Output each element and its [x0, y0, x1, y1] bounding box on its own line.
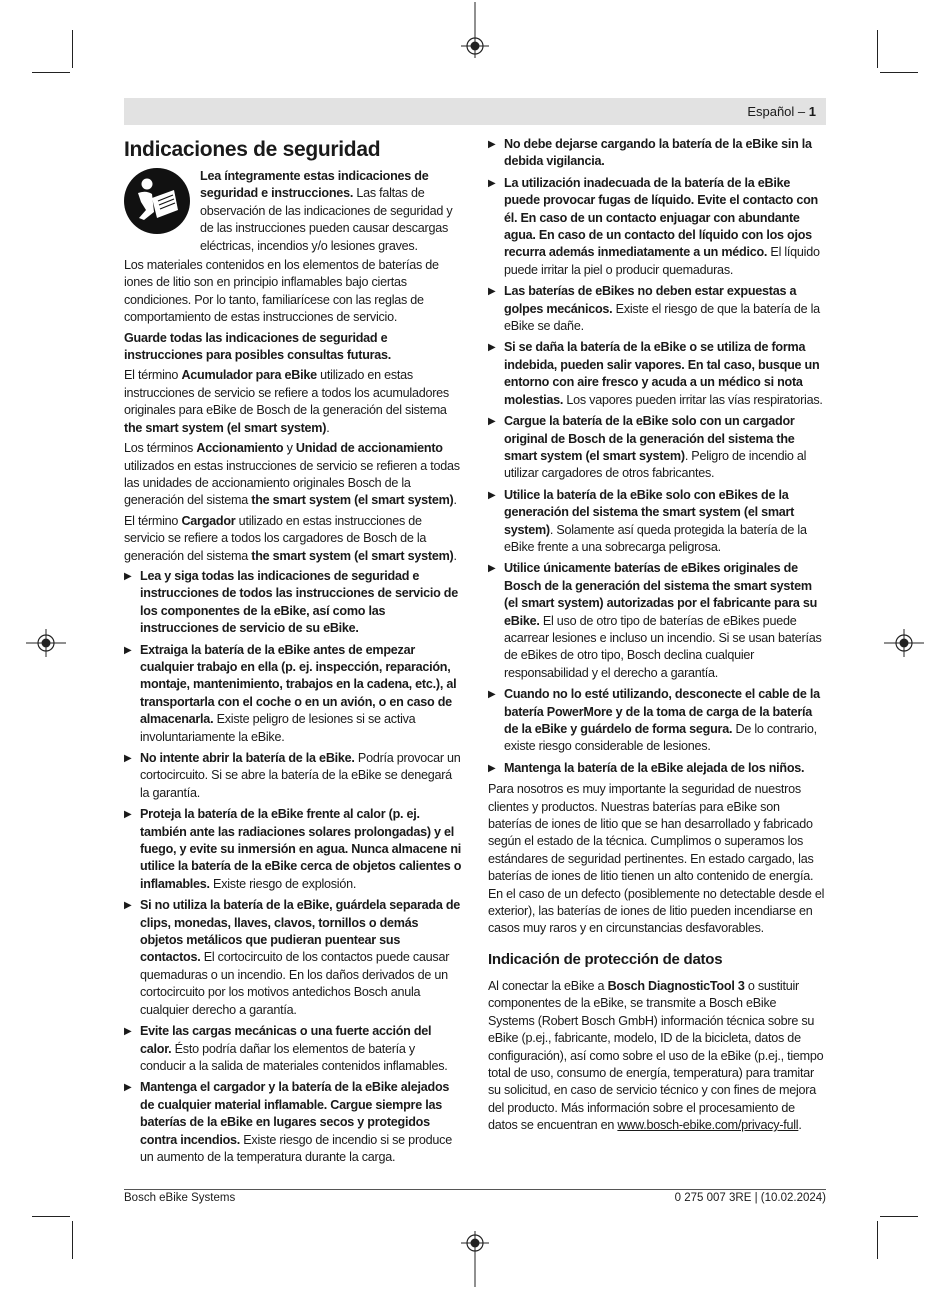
registration-mark-icon: [26, 626, 66, 660]
bold-text: Cargue la batería de la eBike solo con un cargador original de Bosch de la generación del sistema the smart system (el smart system): [504, 414, 795, 463]
bullet-arrow-icon: ▶: [488, 286, 496, 298]
bullet-item: [488, 487, 826, 557]
text-run: De lo contrario, existe riesgo considerable de lesiones.: [504, 722, 817, 754]
text-run: El líquido puede irritar la piel o producir quemaduras.: [504, 245, 820, 277]
bullet-item: [124, 568, 462, 638]
bold-text: the smart system (el smart system): [251, 493, 454, 508]
text-run: Los términos: [124, 441, 197, 456]
text-run: Podría provocar un cortocircuito. Si se abre la batería de la eBike se denegará la garantía.: [140, 751, 461, 800]
page-header-band: [124, 98, 826, 125]
text-run: utilizado en estas instrucciones de servicio se refiere a todos los acumuladores originales para eBike de Bosch de la generación del sistema: [124, 368, 449, 418]
bold-text: Extraiga la batería de la eBike antes de empezar cualquier trabajo en ella (p. ej. inspección, reparación, montaje, mantenimiento, trabajos en la cadena, etc.), al transportarla con el coche o en un avión, o en caso de almacenarla.: [140, 642, 457, 727]
bold-text: Evite las cargas mecánicas o una fuerte acción del calor.: [140, 1024, 432, 1056]
bullet-arrow-icon: ▶: [488, 177, 496, 189]
text-run: El término: [124, 513, 182, 528]
bullet-arrow-icon: ▶: [124, 753, 132, 764]
link-end: .: [798, 1118, 802, 1133]
footer-brand: Bosch eBike Systems: [124, 1192, 236, 1204]
text-run: Existe riesgo de incendio si se produce un aumento de la temperatura durante la carga.: [140, 1132, 452, 1164]
text-run: Existe riesgo de explosión.: [209, 876, 357, 891]
bullet-item: [124, 1023, 462, 1075]
intro-text: [200, 168, 462, 255]
text-run: Al conectar la eBike a: [488, 978, 608, 993]
page-number: 1: [808, 104, 816, 119]
data-protection-paragraph: [488, 978, 826, 1135]
text-run: . Solamente así queda protegida la batería de la eBike frente a una sobrecarga peligrosa.: [504, 522, 807, 554]
bold-text: No debe dejarse cargando la batería de la eBike sin la debida vigilancia.: [504, 137, 812, 169]
bold-text: La utilización inadecuada de la batería de la eBike puede provocar fugas de líquido. Evite el contacto con él. En caso de un contacto enjuagar con abundante agua. En caso de un contacto del líquido con los ojos recurra además inmediatamente a un médico.: [504, 175, 818, 260]
crop-mark: [72, 30, 73, 68]
intro-rest: Las faltas de observación de las indicaciones de seguridad y de las instrucciones pueden causar descargas eléctricas, incendios y/o lesiones graves.: [200, 186, 453, 253]
bullet-item: [488, 686, 826, 756]
bullet-list: [488, 136, 826, 777]
bold-text: Cuando no lo esté utilizando, desconecte el cable de la batería PowerMore y de la toma de carga de la batería de la eBike y guárdelo de forma segura.: [504, 687, 820, 736]
bullet-item: [124, 1079, 462, 1166]
text-run: Existe peligro de lesiones si se activa involuntariamente la eBike.: [140, 712, 416, 744]
bullet-item: [488, 760, 826, 777]
bullet-item: [488, 175, 826, 279]
bold-text: Utilice la batería de la eBike solo con eBikes de la generación del sistema the smart system (el smart system): [504, 487, 795, 537]
bullet-arrow-icon: ▶: [488, 489, 496, 501]
bold-text: Utilice únicamente baterías de eBikes originales de Bosch de la generación del sistema the smart system (el smart system) autorizadas por el fabricante para su eBike.: [504, 561, 818, 628]
page-header: [747, 104, 816, 119]
bullet-item: [124, 750, 462, 802]
bullet-item: [488, 136, 826, 171]
paragraph: Para nosotros es muy importante la seguridad de nuestros clientes y productos. Nuestras baterías para eBike son baterías de iones de litio que se han desarrollado y fabricado según el estado de la técnica. Cumplimos o superamos los estándares de seguridad pertinentes. En estado cargado, las baterías de iones de litio tienen un alto contenido de energía. En el caso de un defecto (posiblemente no detectable desde el exterior), las baterías de iones de litio pueden incendiarse en casos muy raros y en circunstancias desfavorables.: [488, 782, 825, 936]
bold-text: Unidad de accionamiento: [295, 441, 443, 456]
text-run: utilizado en estas instrucciones de servicio se refiere a todos los cargadores de Bosch de la generación del sistema: [124, 513, 427, 563]
text-run: utilizados en estas instrucciones de servicio se refieren a todas las unidades de accionamiento originales Bosch de la generación del sistema: [124, 458, 460, 508]
text-run: Existe el riesgo de que la batería de la eBike se dañe.: [504, 301, 820, 334]
header-separator: –: [794, 104, 809, 119]
bold-text: Lea y siga todas las indicaciones de seguridad e instrucciones de todos las instrucciones de servicio de los componentes de la eBike, así como las instrucciones de servicio de su eBike.: [140, 568, 458, 636]
intro-bold: Lea íntegramente estas indicaciones de seguridad e instrucciones.: [200, 169, 429, 201]
paragraph: Los materiales contenidos en los elementos de baterías de iones de litio son en principio inflamables bajo ciertas condiciones. Por lo tanto, familiarícese con las reglas de comportamiento de estas instrucciones de servicio.: [124, 258, 439, 325]
crop-mark: [880, 1216, 918, 1217]
bold-text: Bosch DiagnosticTool 3: [607, 978, 745, 993]
section-heading: Indicación de protección de datos: [488, 950, 723, 968]
bullet-arrow-icon: ▶: [124, 1082, 132, 1094]
text-run: .: [326, 420, 330, 435]
footer-rule: [124, 1189, 826, 1190]
text-run: y: [283, 441, 296, 456]
bullet-item: [488, 560, 826, 682]
bold-text: the smart system (el smart system): [124, 420, 327, 435]
header-language: Español: [747, 104, 795, 119]
bold-text: Accionamiento: [196, 441, 284, 456]
bullet-arrow-icon: ▶: [124, 900, 132, 912]
registration-mark-icon: [884, 626, 924, 660]
right-column: [488, 136, 826, 1138]
registration-mark-icon: [458, 2, 492, 58]
bullet-arrow-icon: ▶: [124, 570, 132, 582]
bullet-item: [124, 642, 462, 746]
bullet-item: [488, 283, 826, 335]
paragraph-bold: Guarde todas las indicaciones de seguridad e instrucciones para posibles consultas futuras.: [124, 330, 392, 363]
data-protection-text: [488, 979, 823, 1132]
bullet-list: [124, 568, 462, 1166]
paragraph: [124, 367, 462, 437]
intro-block: [124, 168, 462, 255]
crop-mark: [32, 1216, 70, 1217]
text-run: Ésto podría dañar los elementos de batería y conducir a la salida de materiales contenidos inflamables.: [140, 1041, 448, 1073]
bullet-arrow-icon: ▶: [124, 809, 132, 821]
bold-text: Mantenga el cargador y la batería de la eBike alejados de cualquier material inflamable. Cargue siempre las baterías de la eBike en lugares secos y protegidos contra incendios.: [140, 1080, 450, 1147]
text-run: .: [453, 493, 457, 508]
footer-doc-number: 0 275 007 3RE | (10.02.2024): [674, 1192, 826, 1204]
bold-text: Cargador: [181, 513, 236, 528]
bullet-arrow-icon: ▶: [488, 139, 496, 150]
page-title: Indicaciones de seguridad: [124, 138, 381, 161]
crop-mark: [877, 1221, 878, 1259]
bold-text: No intente abrir la batería de la eBike.: [140, 751, 355, 765]
bullet-arrow-icon: ▶: [488, 762, 496, 774]
text-run: Los vapores pueden irritar las vías respiratorias.: [563, 392, 823, 407]
bold-text: Proteja la batería de la eBike frente al calor (p. ej. también ante las radiaciones solares prolongadas) y el fuego, y evite su inmersión en agua. Nunca almacene ni utilice la batería de la eBike cerca de objetos calientes o inflamables.: [140, 807, 462, 891]
crop-mark: [880, 72, 918, 73]
bullet-item: [488, 413, 826, 483]
text-run: El término: [124, 368, 182, 383]
registration-mark-icon: [458, 1231, 492, 1287]
bullet-item: [488, 339, 826, 409]
text-run: El cortocircuito de los contactos puede causar quemaduras o un incendio. En los daños derivados de un cortocircuito por los motivos antedichos Bosch anula cualquier derecho a garantía.: [140, 950, 450, 1017]
text-run: El uso de otro tipo de baterías de eBikes puede acarrear lesiones e incluso un incendio. Si se usan baterías de eBikes de otro tipo, Bosch declina cualquier responsabilidad y el derecho a garantía.: [504, 613, 822, 680]
crop-mark: [72, 1221, 73, 1259]
bullet-arrow-icon: ▶: [124, 1026, 132, 1038]
paragraph: [124, 513, 462, 565]
bold-text: Acumulador para eBike: [181, 368, 317, 383]
bold-text: Mantenga la batería de la eBike alejada de los niños.: [504, 760, 805, 775]
bullet-item: [124, 897, 462, 1019]
text-run: .: [453, 548, 457, 563]
text-run: . Peligro de incendio al utilizar cargadores de otros fabricantes.: [504, 448, 807, 481]
bold-text: the smart system (el smart system): [251, 548, 454, 563]
bullet-arrow-icon: ▶: [488, 689, 496, 701]
bullet-arrow-icon: ▶: [488, 563, 496, 575]
bold-text: Si se daña la batería de la eBike o se utiliza de forma indebida, pueden salir vapores. En tal caso, busque un entorno con aire fresco y acuda a un médico si nota molestias.: [504, 340, 820, 407]
bold-text: Si no utiliza la batería de la eBike, guárdela separada de clips, monedas, llaves, clavos, tornillos o demás objetos metálicos que pudieran puentear sus contactos.: [140, 898, 461, 965]
bullet-arrow-icon: ▶: [124, 644, 132, 656]
read-manual-icon: [124, 168, 190, 234]
text-run: o sustituir componentes de la eBike, se transmite a Bosch eBike Systems (Robert Bosch GmbH) información técnica sobre su eBike (p.ej., fabricante, modelo, ID de la bicicleta, datos de configuración), así como sobre el uso de la eBike (p.ej., tiempo total de uso, consumo de energía, temperatura) para tramitar su solicitud, en caso de servicio técnico y con fines de mejora del producto. Más información sobre el procesamiento de datos se encuentran en: [488, 978, 824, 1133]
bullet-arrow-icon: ▶: [488, 416, 496, 428]
paragraph: [124, 440, 462, 510]
crop-mark: [32, 72, 70, 73]
bullet-item: [124, 806, 462, 893]
left-column: [124, 138, 462, 1170]
crop-mark: [877, 30, 878, 68]
privacy-link[interactable]: www.bosch-ebike.com/privacy-full: [617, 1118, 799, 1133]
bold-text: Las baterías de eBikes no deben estar expuestas a golpes mecánicos.: [504, 284, 797, 316]
bullet-arrow-icon: ▶: [488, 342, 496, 354]
